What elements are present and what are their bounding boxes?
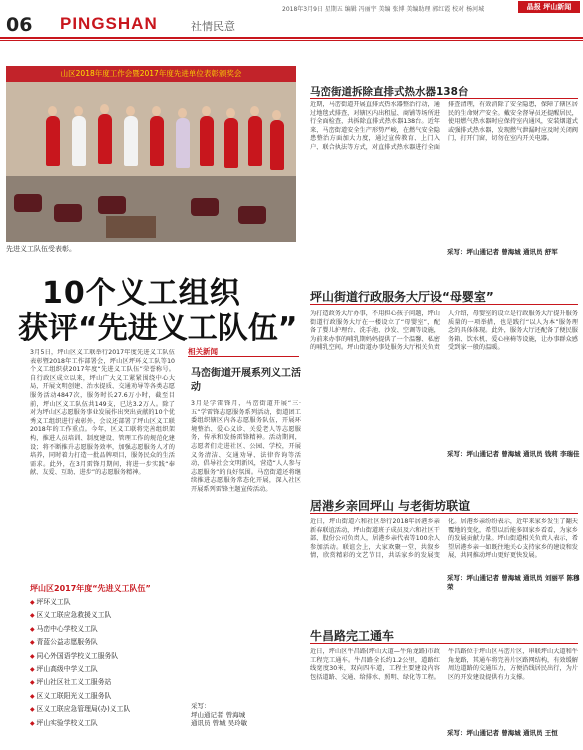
related-news-label: 相关新闻 bbox=[188, 347, 218, 356]
page-number: 06 bbox=[6, 14, 33, 36]
article-rule bbox=[310, 643, 578, 644]
photo-table bbox=[106, 216, 156, 238]
article-credit: 采写：坪山通记者 曾海城 通讯员 王恒 bbox=[447, 729, 558, 737]
article-title: 坪山街道行政服务大厅设“母婴室” bbox=[310, 290, 494, 304]
list-item: ◆ 马峦中心学校义工队 bbox=[30, 623, 178, 636]
article-title: 马峦街道拆除直排式热水器138台 bbox=[310, 86, 469, 98]
article-rule bbox=[310, 304, 578, 305]
edition-meta: 2018年3月9日 星期五 编辑 冯丽宇 美编 张博 美编助理 郭红霞 校对 杨河城 bbox=[282, 6, 485, 13]
list-item: ◆ 同心外国语学校义工服务队 bbox=[30, 650, 178, 663]
article-rule bbox=[310, 98, 578, 99]
article-title: 牛昌路完工通车 bbox=[310, 629, 395, 643]
event-photo bbox=[6, 66, 296, 242]
article-body: 为打造政务大厅办事，不用担心孩子问题，坪山街道行政服务大厅在一楼设立了“母婴室”，配备了婴儿护理台、洗手池、沙发、空调等设施，为前来办事的哺乳期妈妈提供了一个温馨、私密的哺乳空间。坪山街道办事处服务大厅相关负责人介绍，母婴室的设立是行政服务大厅提升服务质量的一项举措，也是践行“以人为本”服务理念的具体体现。此外，服务大厅还配备了便民服务箱、饮水机、爱心座椅等设施，让办事群众感受到家一般的温暖。 bbox=[310, 310, 578, 352]
list-item: ◆ 区义工联应急管理局(办)义工队 bbox=[30, 703, 178, 716]
photo-caption: 先进义工队伍受表彰。 bbox=[6, 245, 76, 253]
article-body: 近期，马峦街道开展直排式热水器整治行动，通过地毯式排查，对辖区内出租屋、商铺等场所进行全面检查，共拆除直排式热水器138台。近年来，马峦街道安全生产形势严峻，在燃气安全隐患整治方面加大力度，通过宣传教育、上门入户、联合执法等方式，对直排式热水器进行全面排查清理，有效消除了安全隐患，保障了辖区居民的生命财产安全。戴安全督导员还提醒居民，使用燃气热水器时应保持室内通风，安装烟道式或强排式热水器，发现燃气泄漏时应及时关闭阀门，打开门窗，切勿在室内开关电器。 bbox=[310, 101, 578, 151]
list-item: ◆ 坪山高级中学义工队 bbox=[30, 663, 178, 676]
column-name: 社情民意 bbox=[191, 20, 235, 33]
headline-line2: 获评“先进义工队伍” bbox=[18, 311, 298, 346]
photo-banner: 山区2018年度工作会暨2017年度先进单位表彰颁奖会 bbox=[6, 66, 296, 82]
related-credit: 采写： 坪山通记者 曾海城 通讯员 曾城 吴玲敏 bbox=[191, 702, 248, 727]
list-item: ◆ 区义工联阳光义工服务队 bbox=[30, 690, 178, 703]
related-rule bbox=[188, 356, 299, 357]
header-rule-thin bbox=[0, 40, 583, 41]
article-rule bbox=[310, 513, 578, 514]
main-article-body: 3月5日，坪山区义工联举行2017年度先进义工队伍表彰暨2018年工作部署会，坪山区坪环义工队等10个义工组织获2017年度“先进义工队伍”荣誉称号。自行政区成立以来，坪山广大义工紧紧围绕中心大局，开展文明创建、治水提质、交通劝导等各类志愿服务活动4847次，服务时长27.6万小时，截至目前，坪山区义工队伍共149支，已达3.2万人。除了对为坪山区志愿服务事业发展作出突出贡献的10个优秀义工组织进行表彰外，会议还部署了坪山区义工联2018年的工作重点。今年，区义工联将完善组织架构，推进人员培训、制度建设、管理工作的规范化建设；将不断推升志愿服务效率，加强志愿服务人才的培养，同时着力打造一批品牌项目，服务民众的生活需求。此外，在3月雷锋月期间，将进一步实践“奉献、友爱、互助、进步”的志愿服务精神。 bbox=[30, 349, 175, 477]
list-item: ◆ 坪山实验学校义工队 bbox=[30, 717, 178, 730]
honor-list bbox=[30, 596, 178, 730]
related-body: 3月是学雷锋月，马峦街道开展“三·五”学雷锋志愿服务系列活动，街道团工委组织辖区内各志愿服务队伍，开展环境整治、爱心义诊、关爱老人等志愿服务，传承和发扬雷锋精神。活动期间，志愿者们走进社区、公园、学校，开展义务清洁、交通劝导、法律咨询等活动，倡导社会文明新风，营造“人人参与志愿服务”的良好氛围。马峦街道还将继续推进志愿服务常态化开展，深入社区开展系列雷锋主题宣传活动。 bbox=[191, 400, 301, 493]
honor-list-title: 坪山区2017年度“先进义工队伍” bbox=[30, 584, 151, 593]
article-title: 居港乡亲回坪山 与老街坊联谊 bbox=[310, 499, 471, 513]
section-title: PINGSHAN bbox=[60, 14, 158, 33]
list-item: ◆ 区义工联应急救援义工队 bbox=[30, 609, 178, 622]
list-item: ◆ 坪环义工队 bbox=[30, 596, 178, 609]
headline-line1: 10个义工组织 bbox=[42, 276, 241, 311]
article-credit: 采写：坪山通记者 曾海城 通讯员 舒军 bbox=[447, 248, 558, 256]
article-body: 近日，坪山街道六和社区举行2018年居港乡亲新春联谊活动，坪山街道班子成员及六和社区干部、股份公司负责人，居港乡亲代表等100余人参加活动。联谊会上，大家欢聚一堂，共叙乡情，欣赏精彩的文艺节目，共话家乡的发展变化。居港乡亲纷纷表示，近年来家乡发生了翻天覆地的变化，希望以后能多回家乡看看，为家乡的发展贡献力量。坪山街道相关负责人表示，希望居港乡亲一如既往地关心支持家乡的建设和发展，共同推动坪山更好更快发展。 bbox=[310, 518, 578, 560]
list-item: ◆ 坪山社区社工义工服务站 bbox=[30, 676, 178, 689]
brand-logo: 晶报 坪山新闻 bbox=[518, 1, 580, 13]
header-rule bbox=[0, 37, 583, 39]
article-credit: 采写：坪山通记者 曾海城 通讯员 刘丽平 陈穆荣 bbox=[447, 574, 580, 591]
list-item: ◆ 青蓝公益志愿服务队 bbox=[30, 636, 178, 649]
article-credit: 采写：坪山通记者 曾海城 通讯员 钱莉 李瑞佳 bbox=[447, 450, 580, 458]
article-body: 近日，坪山区牛昌路(坪山大道—牛角龙路)市政工程完工通车。牛昌路全长约1.2公里，道路红线宽度30米，双向四车道，工程主要建设内容包括道路、交通、给排水、照明、绿化等工程。牛昌路位于坪山区马峦片区，串联坪山大道和牛角龙路，其通车将完善片区路网结构，有效缓解周边道路的交通压力，方便沿线居民出行，为片区的开发建设提供有力支撑。 bbox=[310, 648, 578, 681]
related-title: 马峦街道开展系列义工活动 bbox=[191, 368, 301, 393]
